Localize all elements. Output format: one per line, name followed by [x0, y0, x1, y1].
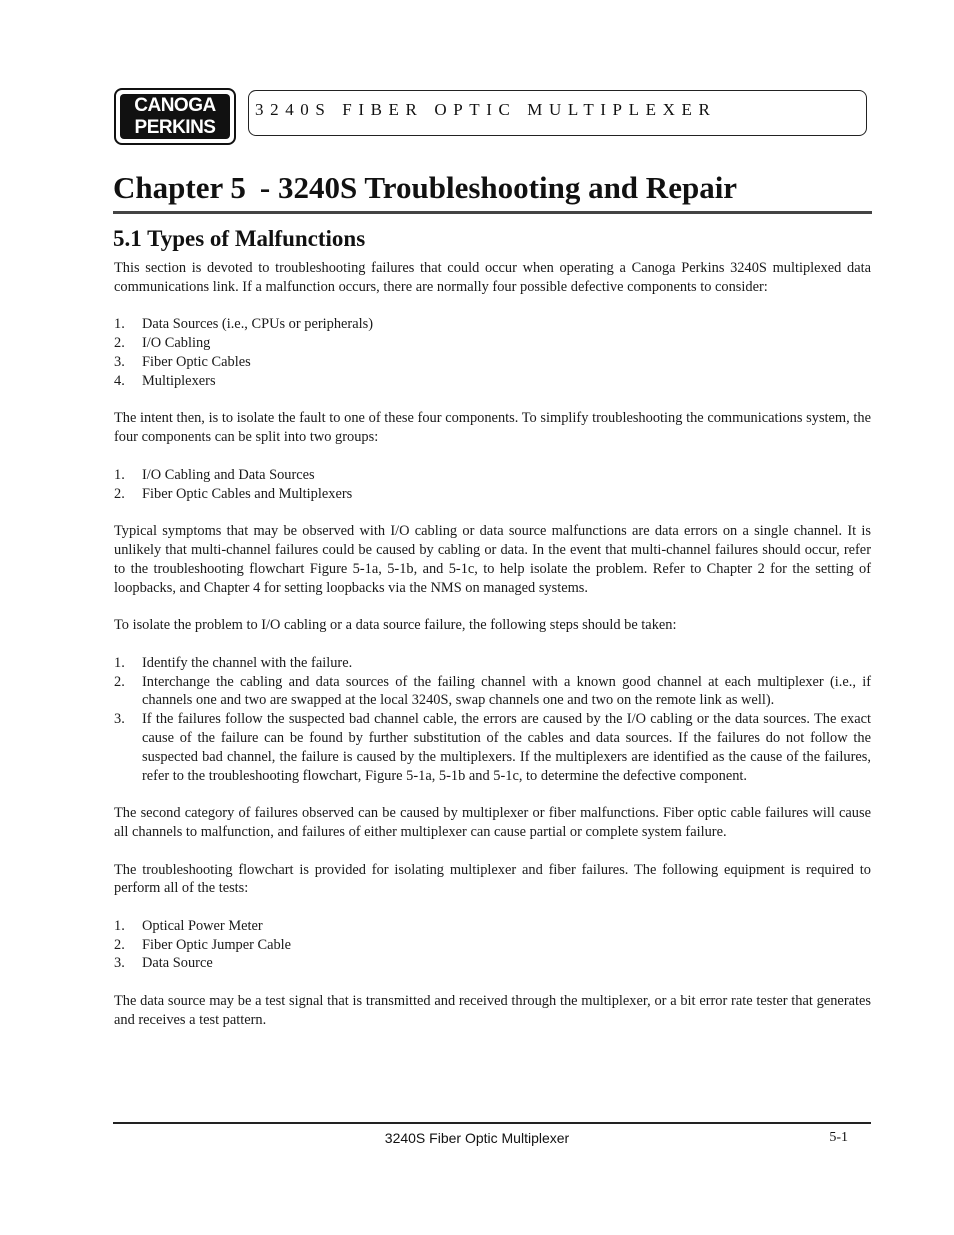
list-item-text: I/O Cabling	[142, 335, 211, 352]
list-item-number: 1.	[114, 654, 125, 671]
footer-title: 3240S Fiber Optic Multiplexer	[384, 1130, 570, 1146]
list-item-text: Identify the channel with the failure.	[142, 654, 353, 671]
second-category-paragraph: The second category of failures observed can be caused by multiplexer or fiber malfunctions. Fiber optic cable failures will cause all channels to malfunction, and failures of either multiplexer can cause partial or complete system failure.	[114, 805, 871, 840]
intent-paragraph: The intent then, is to isolate the fault to one of these four components. To simplify troubleshooting the communications system, the four components can be split into two groups:	[114, 410, 871, 446]
list-item-number: 1.	[114, 917, 125, 934]
list-item-text: Fiber Optic Cables and Multiplexers	[142, 485, 353, 502]
list-item-text: Interchange the cabling and data sources of the failing channel with a known good channel at each multiplexer (i.e., if channels one and two are swapped at the local 3240S, swap channels one and two on the remote link as well).	[142, 673, 871, 709]
list-item-number: 2.	[114, 936, 125, 953]
header-banner-text: 3240S FIBER OPTIC MULTIPLEXER	[255, 100, 717, 119]
page-number: 5-1	[829, 1130, 848, 1145]
list-item-text: Optical Power Meter	[142, 917, 263, 934]
list-item	[114, 466, 871, 485]
list-item-number: 2.	[114, 673, 125, 690]
chapter-title	[113, 170, 737, 206]
list-item-number: 4.	[114, 372, 125, 389]
isolation-steps-list	[114, 654, 871, 786]
footer-rule	[113, 1122, 871, 1124]
page-body	[114, 259, 871, 1048]
list-item-number: 1.	[114, 466, 125, 483]
list-item	[114, 710, 871, 785]
chapter-name: - 3240S Troubleshooting and Repair	[259, 170, 738, 205]
list-item-text: Fiber Optic Cables	[142, 353, 251, 370]
logo-line-perkins: PERKINS	[134, 117, 216, 138]
defective-components-list	[114, 315, 871, 390]
intro-paragraph: This section is devoted to troubleshooting failures that could occur when operating a Canoga Perkins 3240S multiplexed data communications link. If a malfunction occurs, there are normally four possible defective components to consider:	[114, 260, 871, 295]
header-banner	[248, 90, 867, 136]
list-item	[114, 936, 871, 955]
list-item	[114, 315, 871, 334]
list-item	[114, 954, 871, 973]
list-item-number: 3.	[114, 955, 125, 972]
component-groups-list	[114, 466, 871, 504]
list-item	[114, 917, 871, 936]
canoga-perkins-logo	[114, 88, 236, 145]
list-item-text: If the failures follow the suspected bad channel cable, the errors are caused by the I/O cabling or the data sources. The exact cause of the failure can be found by further substitution of the cables and data sources. If the failures do not follow the suspected bad channel, the failure is caused by the multiplexers. If the multiplexers are identified as the cause of the failures, refer to the troubleshooting flowchart, Figure 5-1a, 5-1b and 5-1c, to determine the defective component.	[142, 711, 871, 784]
logo-mark	[120, 94, 230, 139]
data-source-paragraph: The data source may be a test signal that is transmitted and received through the multiplexer, or a bit error rate tester that generates and receives a test pattern.	[114, 993, 871, 1028]
list-item	[114, 654, 871, 673]
section-title: 5.1 Types of Malfunctions	[113, 226, 366, 251]
logo-line-canoga: CANOGA	[134, 95, 216, 116]
flowchart-paragraph: The troubleshooting flowchart is provided for isolating multiplexer and fiber failures. The following equipment is required to perform all of the tests:	[114, 861, 871, 897]
list-item-text: Multiplexers	[142, 372, 216, 389]
list-item-text: I/O Cabling and Data Sources	[142, 466, 315, 483]
chapter-label: Chapter 5	[113, 170, 246, 205]
list-item-number: 2.	[114, 485, 125, 502]
list-item-number: 3.	[114, 711, 125, 728]
symptoms-paragraph: Typical symptoms that may be observed with I/O cabling or data source malfunctions are data errors on a single channel. It is unlikely that multi-channel failures could be caused by cabling or data. In the event that multi-channel failures should occur, refer to the troubleshooting flowchart Figure 5-1a, 5-1b, and 5-1c, to help isolate the problem. Refer to Chapter 2 for the setting of loopbacks, and Chapter 4 for setting loopbacks via the NMS on managed systems.	[114, 523, 871, 596]
list-item-text: Data Sources (i.e., CPUs or peripherals)	[142, 316, 373, 333]
chapter-title-rule	[113, 211, 872, 214]
list-item-text: Fiber Optic Jumper Cable	[142, 936, 292, 953]
list-item	[114, 353, 871, 372]
list-item	[114, 485, 871, 504]
list-item	[114, 372, 871, 391]
list-item-text: Data Source	[142, 955, 213, 972]
equipment-list	[114, 917, 871, 973]
list-item-number: 1.	[114, 316, 125, 333]
isolate-paragraph: To isolate the problem to I/O cabling or a data source failure, the following steps should be taken:	[114, 617, 677, 634]
list-item	[114, 334, 871, 353]
list-item-number: 2.	[114, 335, 125, 352]
list-item	[114, 673, 871, 711]
list-item-number: 3.	[114, 353, 125, 370]
